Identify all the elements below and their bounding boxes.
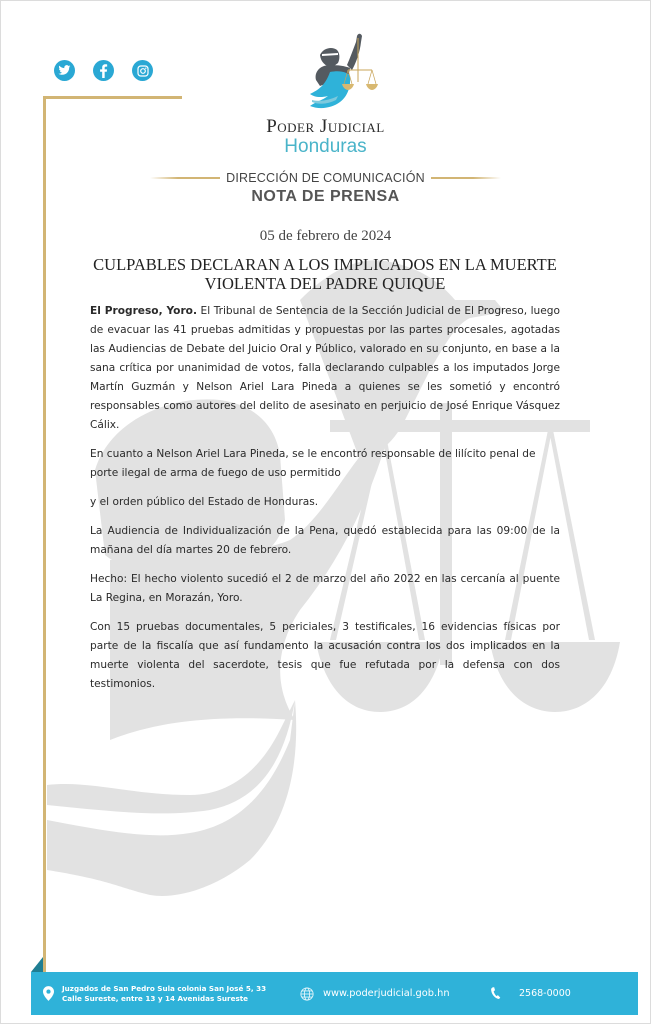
headline-line-1: CULPABLES DECLARAN A LOS IMPLICADOS EN LA MUERTE (93, 255, 557, 274)
org-name: Poder Judicial (266, 116, 385, 137)
facebook-icon (99, 64, 108, 78)
paragraph-text: El Tribunal de Sentencia de la Sección Judicial de El Progreso, luego de evacuar las 41 pruebas admitidas y propuestas por las partes procesales, agotadas las Audiencias de Debate del Juicio Oral y Público, valorado en su conjunto, en base a la sana crítica por unanimidad de votos, falla declarando culpables a los imputados Jorge Martín Guzmán y Nelson Ariel Lara Pineda a quienes se les sometió y encontró responsables como autores del delito de asesinato en perjuicio de José Enrique Vásquez Cálix. (90, 305, 560, 431)
department-row (0, 171, 651, 185)
website-link[interactable]: www.poderjudicial.gob.hn (323, 988, 450, 999)
paragraph: Hecho: El hecho violento sucedió el 2 de marzo del año 2022 en las cercanía al puente La Regina, en Morazán, Yoro. (90, 573, 560, 604)
facebook-button[interactable] (93, 60, 114, 81)
paragraph: y el orden público del Estado de Honduras. (90, 496, 319, 508)
instagram-button[interactable] (132, 60, 153, 81)
location-pin-icon (43, 986, 54, 1001)
paragraph: La Audiencia de Individualización de la Pena, quedó establecida para las 09:00 de la mañana del día martes 20 de febrero. (90, 525, 560, 556)
article-body (90, 302, 560, 704)
paragraph-lead (90, 302, 560, 435)
org-country: Honduras (284, 136, 367, 157)
footer-corner-accent (31, 957, 43, 972)
phone-number: 2568-0000 (519, 988, 571, 999)
instagram-icon (137, 65, 149, 77)
twitter-icon (58, 65, 71, 76)
social-links (54, 60, 153, 81)
gold-rule-right (431, 177, 501, 179)
paragraph: En cuanto a Nelson Ariel Lara Pineda, se le encontró responsable de lilícito penal de porte ilegal de arma de fuego de uso permitido (90, 448, 536, 479)
phone-icon (490, 987, 501, 1000)
headline (80, 255, 570, 293)
gold-frame-top (43, 96, 182, 99)
footer-website[interactable] (300, 987, 490, 1001)
footer-contact-bar (31, 972, 638, 1015)
document-type: NOTA DE PRENSA (251, 188, 400, 205)
footer-phone (490, 987, 571, 1000)
paragraph: Con 15 pruebas documentales, 5 periciales, 3 testificales, 16 evidencias físicas por parte de la fiscalía que así fundamento la acusación contra los dos implicados en la muerte violenta del sacerdote, tesis que fue refutada por la defensa con dos testimonios. (90, 621, 560, 690)
department-label: DIRECCIÓN DE COMUNICACIÓN (226, 171, 425, 185)
address-line-2: Calle Sureste, entre 13 y 14 Avenidas Sureste (62, 993, 249, 1003)
dateline: El Progreso, Yoro. (90, 305, 197, 317)
publication-date: 05 de febrero de 2024 (259, 228, 392, 244)
twitter-button[interactable] (54, 60, 75, 81)
lady-justice-logo-icon (290, 30, 390, 115)
globe-icon (300, 987, 314, 1001)
gold-rule-left (150, 177, 220, 179)
footer-address (43, 984, 283, 1004)
headline-line-2: VIOLENTA DEL PADRE QUIQUE (204, 274, 446, 293)
address-line-1: Juzgados de San Pedro Sula colonia San José 5, 33 (62, 983, 267, 993)
